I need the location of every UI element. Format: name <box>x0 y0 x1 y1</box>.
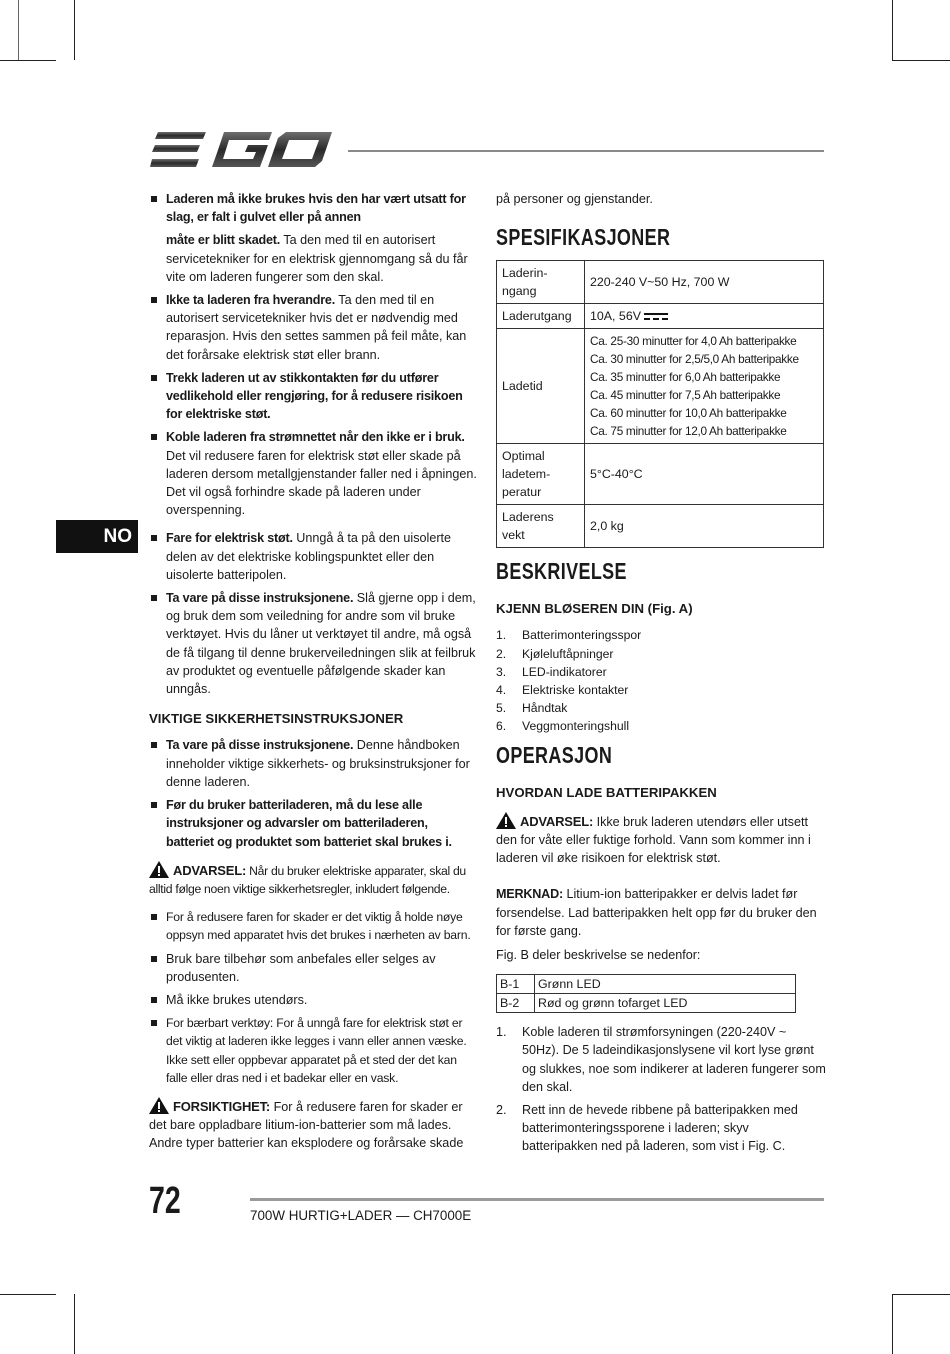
table-row <box>497 329 824 444</box>
charge-time-line: Ca. 35 minutter for 6,0 Ah batteripakke <box>590 370 781 385</box>
charge-time-line: Ca. 60 minutter for 10,0 Ah batteripakke <box>590 406 787 421</box>
crop-mark <box>18 0 19 60</box>
body-text: Må ikke brukes utendørs. <box>166 992 308 1007</box>
list-item <box>149 1014 479 1087</box>
left-column <box>149 190 479 1159</box>
step-text: Rett inn de hevede ribbene på batteripakken med batterimonteringssporene i laderen; skyv batteripakken ned på laderen, som vist i Fig. C. <box>522 1103 798 1154</box>
table-cell: Grønn LED <box>535 975 796 994</box>
crop-mark <box>892 60 950 61</box>
ego-logo <box>150 128 332 172</box>
crop-mark <box>892 1294 950 1295</box>
bold-text: måte er blitt skadet. <box>166 233 281 248</box>
led-table <box>496 974 796 1013</box>
warning-icon <box>496 812 516 829</box>
list-item <box>149 369 479 424</box>
item-number: 3. <box>496 664 507 679</box>
warning-label: ADVARSEL: <box>173 862 247 878</box>
bold-text: Fare for elektrisk støt. <box>166 531 293 546</box>
section-heading-operation: OPERASJON <box>496 741 613 768</box>
bold-text: Trekk laderen ut av stikkontakten før du utfører vedlikehold eller rengjøring, for å redusere risikoen for elektriske støt. <box>166 370 463 422</box>
caution-label: FORSIKTIGHET: <box>173 1098 271 1114</box>
bold-text: Ikke ta laderen fra hverandre. <box>166 293 335 308</box>
list-item <box>149 291 479 364</box>
warning-paragraph <box>496 812 826 868</box>
item-number: 6. <box>496 719 507 734</box>
table-cell: B-2 <box>497 994 535 1013</box>
table-cell <box>585 304 824 329</box>
list-item <box>149 736 479 791</box>
list-item <box>149 190 479 286</box>
dc-symbol-icon <box>644 313 668 321</box>
table-cell: 5°C-40°C <box>585 444 824 505</box>
table-row <box>497 505 824 548</box>
warning-label: ADVARSEL: <box>520 813 594 829</box>
body-text: Denne håndboken inneholder viktige sikkerhets- og bruksinstruksjoner for denne laderen. <box>166 738 470 789</box>
list-item <box>149 950 479 986</box>
right-column <box>496 190 826 1161</box>
list-item <box>149 589 479 698</box>
bold-text: Laderen må ikke brukes hvis den har vært utsatt for slag, er falt i gulvet eller på annen <box>166 192 466 225</box>
body-text: Fig. B deler beskrivelse se nedenfor: <box>496 948 701 963</box>
list-item <box>149 796 479 851</box>
body-text: For å redusere faren for skader er det bare oppladbare litium-ion-batterier som må lades. Andre typer batterier kan eksplodere og forårsake skade <box>149 1099 464 1151</box>
charge-time-line: Ca. 45 minutter for 7,5 Ah batteripakke <box>590 388 781 403</box>
table-cell: 220-240 V~50 Hz, 700 W <box>585 261 824 304</box>
table-cell: Ladetid <box>497 329 585 444</box>
crop-mark <box>0 60 56 61</box>
body-text: Ikke bruk laderen utendørs eller utsett den for våte eller fuktige forhold. Vann som kommer inn i laderen vil øke risikoen for elektrisk støt. <box>496 814 811 866</box>
output-value: 10A, 56V <box>590 309 641 324</box>
crop-mark <box>892 1294 893 1354</box>
body-text: Bruk bare tilbehør som anbefales eller selges av produsenten. <box>166 951 436 984</box>
body-text: Det vil redusere faren for elektrisk støt eller skade på laderen dersom metallgjenstander faller ned i åpningen. Det vil også forhindre skade på laderen under overspenning. <box>166 448 477 518</box>
list-item <box>496 717 826 735</box>
table-row <box>497 261 824 304</box>
table-row <box>497 444 824 505</box>
step-number: 1. <box>496 1025 507 1040</box>
item-number: 1. <box>496 628 507 643</box>
table-cell: Laderutgang <box>497 304 585 329</box>
parts-list <box>496 626 826 735</box>
table-cell: Laderin-ngang <box>497 261 585 304</box>
section-heading-specifications: SPESIFIKASJONER <box>496 224 671 251</box>
crop-mark <box>892 0 893 60</box>
item-label: Elektriske kontakter <box>522 683 629 698</box>
step-text: Koble laderen til strømforsyningen (220-240V ~ 50Hz). De 5 ladeindikasjonslysene vil kort lyse grønt og slukkes, noe som indikerer at laderen fungerer som den skal. <box>522 1025 826 1094</box>
body-text: Unngå å ta på den uisolerte delen av det elektriske koblingspunktet eller den uisolerte batteripolen. <box>166 531 452 582</box>
table-cell: 2,0 kg <box>585 505 824 548</box>
item-label: Håndtak <box>522 701 568 716</box>
item-label: Veggmonteringshull <box>522 719 630 734</box>
note-paragraph <box>496 885 826 940</box>
table-cell: B-1 <box>497 975 535 994</box>
bold-text: Ta vare på disse instruksjonene. <box>166 738 354 753</box>
bold-text: Før du bruker batteriladeren, må du lese alle instruksjoner og advarsler om batteriladeren, batteriet og produktet som batteriet skal brukes i. <box>166 798 452 849</box>
table-cell: Laderens vekt <box>497 505 585 548</box>
list-item <box>496 1101 826 1156</box>
list-item <box>149 991 479 1009</box>
spec-table <box>496 260 824 548</box>
crop-mark <box>74 0 75 60</box>
body-text: på personer og gjenstander. <box>496 192 653 206</box>
charge-time-line: Ca. 30 minutter for 2,5/5,0 Ah batteripakke <box>590 352 799 367</box>
list-item <box>496 663 826 681</box>
item-label: LED-indikatorer <box>522 664 607 679</box>
warning-icon <box>149 861 169 878</box>
caution-paragraph <box>149 1097 479 1153</box>
list-item <box>496 699 826 717</box>
list-item <box>149 529 479 584</box>
table-row <box>497 975 796 994</box>
section-subheading: VIKTIGE SIKKERHETSINSTRUKSJONER <box>149 711 404 727</box>
list-item <box>496 645 826 663</box>
step-number: 2. <box>496 1103 507 1118</box>
item-label: Kjøleluftåpninger <box>522 646 614 661</box>
warning-paragraph <box>149 861 479 898</box>
item-number: 2. <box>496 646 507 661</box>
crop-mark <box>74 1294 75 1354</box>
footer-rule <box>250 1198 824 1201</box>
header-rule <box>348 150 824 152</box>
table-cell: Rød og grønn tofarget LED <box>535 994 796 1013</box>
table-row <box>497 304 824 329</box>
body-text: Slå gjerne opp i dem, og bruk dem som veiledning for andre som vil bruke verktøyet. Hvis du låner ut verktøyet til andre, må også de få tilgang til denne brukerveiledningen slik at feilbruk av produktet og eventuelle påfølgende skader kan unngås. <box>166 591 476 697</box>
body-text: For å redusere faren for skader er det viktig å holde nøye oppsyn med apparatet hvis det brukes i nærheten av barn. <box>166 910 471 943</box>
language-tab: NO <box>56 520 138 553</box>
item-number: 4. <box>496 683 507 698</box>
charge-time-line: Ca. 75 minutter for 12,0 Ah batteripakke <box>590 424 787 439</box>
section-subheading: KJENN BLØSEREN DIN (Fig. A) <box>496 601 693 617</box>
body-text: Ta den med til en autorisert servicetekniker for en elektrisk gjennomgang så du får vite om laderen fungerer som den skal. <box>166 233 468 284</box>
charge-time-line: Ca. 25-30 minutter for 4,0 Ah batteripakke <box>590 334 797 349</box>
crop-mark <box>0 1294 56 1295</box>
body-text: For bærbart verktøy: For å unngå fare for elektrisk støt er det viktig at laderen ikke legges i vann eller annen væske. Ikke sett eller oppbevar apparatet på et sted der det kan falle eller dras ned i et badekar eller en vask. <box>166 1016 467 1085</box>
note-label: MERKNAD: <box>496 887 563 902</box>
body-text: Ta den med til en autorisert servicetekniker hvis det er nødvendig med reparasjon. Hvis den settes sammen på feil måte, kan det forårsake elektrisk støt eller brann. <box>166 293 467 362</box>
list-item <box>496 681 826 699</box>
page-number: 72 <box>149 1180 181 1222</box>
list-item <box>496 626 826 644</box>
item-label: Batterimonteringsspor <box>522 628 642 643</box>
list-item <box>149 428 479 519</box>
body-text: Når du bruker elektriske apparater, skal du alltid følge noen viktige sikkerhetsregler, inkludert følgende. <box>149 863 466 896</box>
section-heading-description: BESKRIVELSE <box>496 558 627 585</box>
charge-time-cell <box>585 329 824 444</box>
list-item <box>496 1023 826 1096</box>
bold-text: Koble laderen fra strømnettet når den ikke er i bruk. <box>166 430 465 445</box>
section-subheading: HVORDAN LADE BATTERIPAKKEN <box>496 784 717 800</box>
list-item <box>149 908 479 944</box>
bold-text: Ta vare på disse instruksjonene. <box>166 591 354 606</box>
warning-icon <box>149 1097 169 1114</box>
footer-title: 700W HURTIG+LADER — CH7000E <box>250 1208 472 1223</box>
body-text: Litium-ion batteripakker er delvis ladet før forsendelse. Lad batteripakken helt opp før du bruker den for første gang. <box>496 887 817 938</box>
item-number: 5. <box>496 701 507 716</box>
table-row <box>497 994 796 1013</box>
table-cell: Optimal ladetem-peratur <box>497 444 585 505</box>
